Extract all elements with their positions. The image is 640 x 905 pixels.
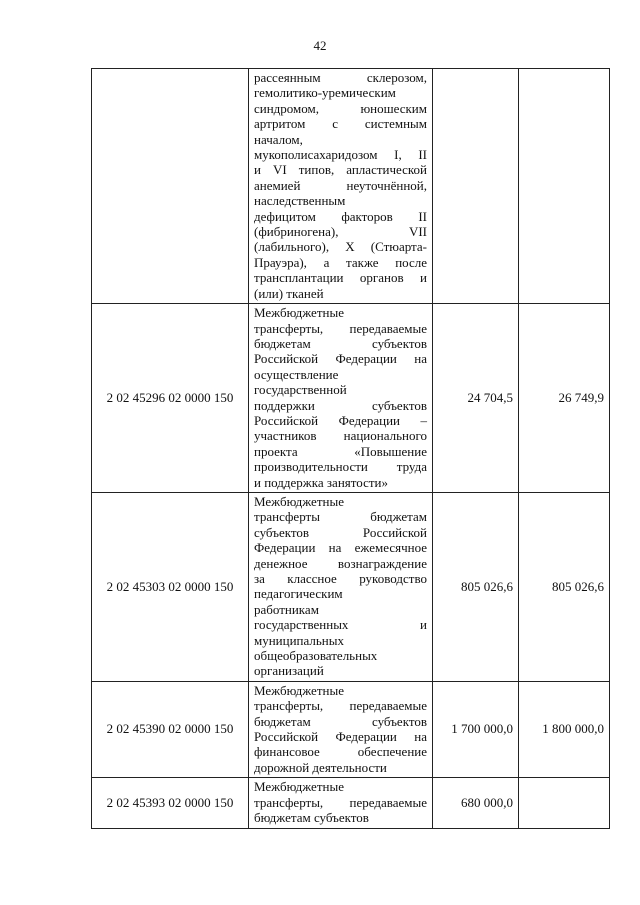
amount-year-2: 1 800 000,0	[519, 681, 610, 777]
classification-code: 2 02 45393 02 0000 150	[92, 778, 249, 828]
description-line: осуществление	[254, 366, 339, 382]
amount-year-2: 26 749,9	[519, 304, 610, 493]
description-line: общеобразовательных	[254, 648, 378, 664]
description-line: Российской Федерации –	[254, 412, 427, 428]
amount-year-1	[433, 69, 519, 304]
amount-year-2: 805 026,6	[519, 492, 610, 681]
amount-year-2	[519, 69, 610, 304]
description-line: субъектов Российской	[254, 524, 427, 540]
description-line: рассеянным склерозом,	[254, 70, 427, 85]
description-line: государственной	[254, 382, 347, 398]
description-line: бюджетам субъектов	[254, 810, 369, 826]
description-line: педагогическим	[254, 586, 343, 602]
table-row	[92, 681, 610, 777]
budget-table	[91, 68, 610, 829]
amount-year-1: 24 704,5	[433, 304, 519, 493]
description-line: началом,	[254, 131, 303, 147]
description-line: и поддержка занятости»	[254, 474, 388, 490]
description-line: Российской Федерации на	[254, 351, 427, 367]
amount-year-1: 805 026,6	[433, 492, 519, 681]
description-line: Межбюджетные	[254, 682, 344, 698]
description-line: финансовое обеспечение	[254, 744, 427, 760]
description-line: Межбюджетные	[254, 779, 344, 795]
description-line: гемолитико-уремическим	[254, 85, 396, 101]
income-description	[249, 69, 433, 304]
description-line: Российской Федерации на	[254, 729, 427, 745]
description-line: денежное вознаграждение	[254, 555, 427, 571]
table-row	[92, 304, 610, 493]
income-description	[249, 492, 433, 681]
classification-code: 2 02 45390 02 0000 150	[92, 681, 249, 777]
table-row	[92, 69, 610, 304]
classification-code	[92, 69, 249, 304]
table-row	[92, 492, 610, 681]
description-line: проекта «Повышение	[254, 443, 427, 459]
amount-year-1: 1 700 000,0	[433, 681, 519, 777]
description-line: Межбюджетные	[254, 305, 344, 321]
description-line: (фибриногена), VII	[254, 224, 427, 240]
income-description	[249, 778, 433, 828]
table-row	[92, 778, 610, 828]
description-line: дефицитом факторов II	[254, 208, 427, 224]
description-line: Межбюджетные	[254, 493, 344, 509]
description-line: поддержки субъектов	[254, 397, 427, 413]
income-description	[249, 304, 433, 493]
description-line: бюджетам субъектов	[254, 713, 427, 729]
description-line: трансплантации органов и	[254, 270, 427, 286]
description-line: участников национального	[254, 428, 427, 444]
description-line: производительности труда	[254, 459, 427, 475]
description-line: синдромом, юношеским	[254, 100, 427, 116]
description-line: работникам	[254, 601, 319, 617]
description-line: анемией неуточнённой,	[254, 177, 427, 193]
income-description	[249, 681, 433, 777]
description-line: государственных и	[254, 617, 427, 633]
description-line: (лабильного), X (Стюарта-	[254, 239, 427, 255]
description-line: и VI типов, апластической	[254, 162, 427, 178]
description-line: артритом с системным	[254, 116, 427, 132]
description-line: (или) тканей	[254, 285, 324, 301]
classification-code: 2 02 45303 02 0000 150	[92, 492, 249, 681]
budget-table-body	[92, 69, 610, 829]
amount-year-2	[519, 778, 610, 828]
description-line: организаций	[254, 663, 324, 679]
description-line: наследственным	[254, 193, 346, 209]
description-line: трансферты бюджетам	[254, 509, 427, 525]
description-line: бюджетам субъектов	[254, 335, 427, 351]
description-line: муниципальных	[254, 632, 345, 648]
description-line: трансферты, передаваемые	[254, 698, 427, 714]
description-line: Прауэра), а также после	[254, 254, 427, 270]
amount-year-1: 680 000,0	[433, 778, 519, 828]
description-line: трансферты, передаваемые	[254, 320, 427, 336]
description-line: Федерации на ежемесячное	[254, 540, 427, 556]
page-number: 42	[313, 38, 327, 53]
description-line: трансферты, передаваемые	[254, 794, 427, 810]
description-line: дорожной деятельности	[254, 759, 387, 775]
description-line: за классное руководство	[254, 571, 427, 586]
classification-code: 2 02 45296 02 0000 150	[92, 304, 249, 493]
description-line: мукополисахаридозом I, II	[254, 147, 427, 163]
